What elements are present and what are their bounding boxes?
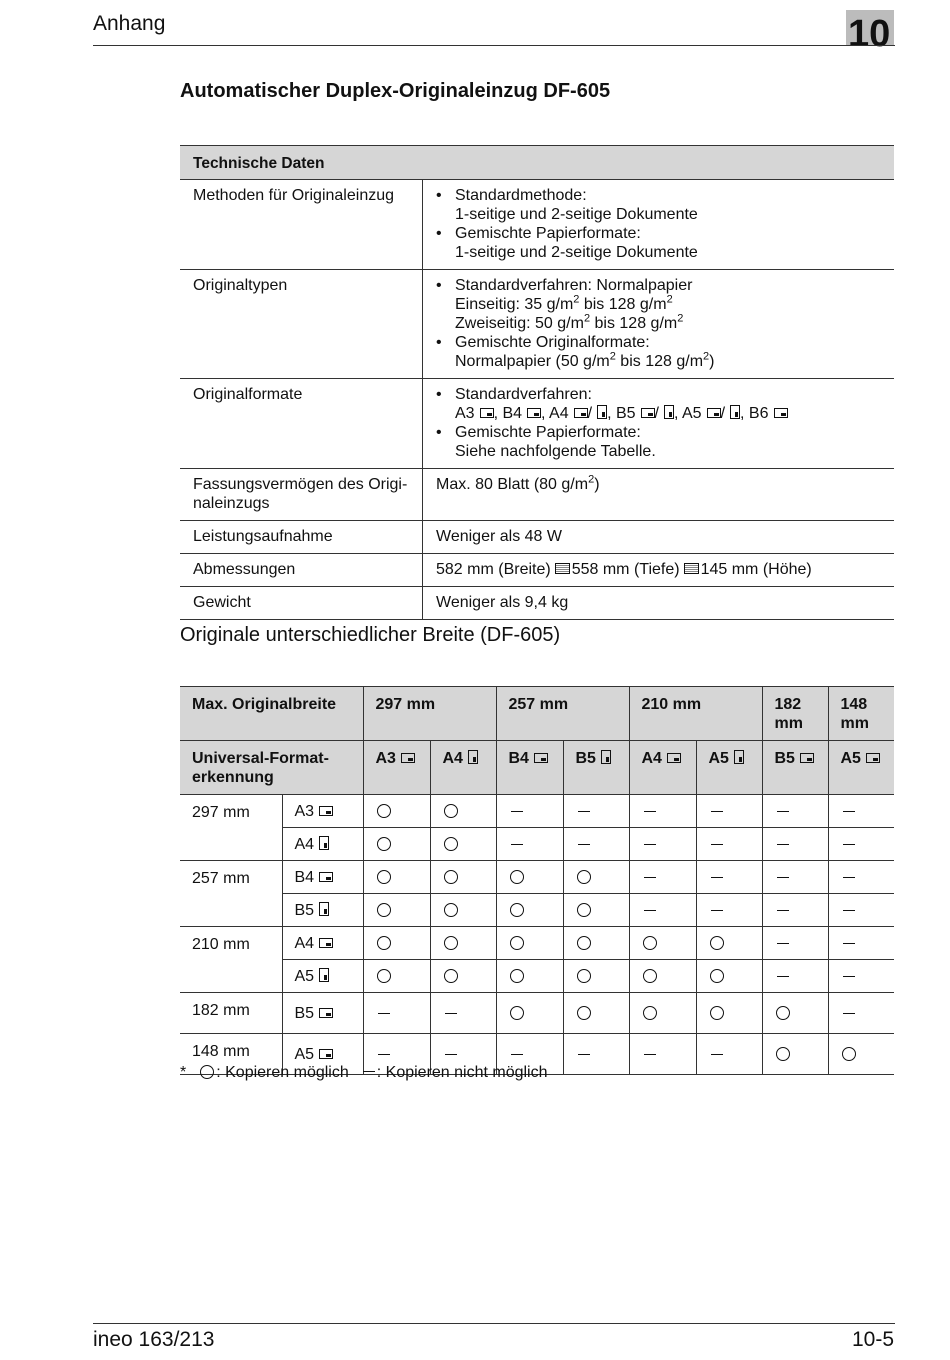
compat-cell — [828, 894, 894, 927]
bullet-text: Standardverfahren: — [455, 386, 592, 403]
landscape-orientation-icon — [319, 1008, 333, 1018]
circle-icon — [444, 870, 458, 884]
footer-page-number: 10-5 — [851, 1328, 894, 1351]
compat-cell — [629, 894, 696, 927]
compat-cell — [696, 960, 762, 993]
row-value: Weniger als 48 W — [423, 521, 895, 554]
row-format-label: A4 — [294, 934, 315, 952]
compat-cell — [828, 960, 894, 993]
landscape-orientation-icon — [866, 753, 880, 763]
compat-cell — [430, 894, 496, 927]
circle-icon — [377, 936, 391, 950]
compat-cell — [363, 795, 430, 828]
chapter-number: 10 — [848, 13, 891, 55]
format-header-label: A5 — [708, 750, 729, 767]
row-format-label: B5 — [294, 1004, 315, 1022]
row-label: Originalformate — [180, 379, 423, 469]
landscape-orientation-icon — [319, 1049, 333, 1059]
table-row — [180, 379, 894, 469]
dash-icon — [843, 844, 855, 845]
circle-icon — [444, 903, 458, 917]
dash-icon — [644, 1054, 656, 1055]
row-label-text: Fassungsvermögen des Origi- naleinzugs — [193, 476, 408, 512]
compat-cell — [496, 894, 563, 927]
bullet-item — [455, 186, 884, 224]
weight-text: bis 128 g/m — [579, 296, 667, 313]
portrait-orientation-icon — [730, 405, 740, 419]
compat-cell — [363, 894, 430, 927]
table-header-row — [180, 687, 894, 741]
row-value — [423, 180, 895, 270]
circle-icon — [200, 1065, 214, 1079]
format-text: , A4 — [541, 405, 569, 422]
circle-icon — [577, 969, 591, 983]
circle-icon — [377, 804, 391, 818]
value-text: ) — [594, 476, 600, 493]
compat-cell — [762, 960, 828, 993]
running-header: Anhang — [93, 12, 166, 35]
dash-icon — [777, 976, 789, 977]
compat-cell — [696, 828, 762, 861]
dash-icon — [445, 1054, 457, 1055]
compat-cell — [563, 960, 629, 993]
format-header-label: A3 — [375, 750, 396, 767]
landscape-orientation-icon — [401, 753, 415, 763]
circle-icon — [643, 1006, 657, 1020]
portrait-orientation-icon — [319, 836, 329, 850]
table-row — [180, 469, 894, 521]
compat-cell — [563, 993, 629, 1034]
weight-text: ) — [709, 353, 715, 370]
dash-icon — [578, 844, 590, 845]
compat-cell — [363, 993, 430, 1034]
value-text: Max. 80 Blatt (80 g/m — [436, 476, 589, 493]
compat-cell — [430, 960, 496, 993]
row-group-width: 148 mm — [180, 1034, 282, 1075]
format-header-label: B4 — [508, 750, 529, 767]
format-header — [496, 741, 563, 795]
row-format — [282, 795, 363, 828]
compat-cell — [496, 927, 563, 960]
row-format — [282, 993, 363, 1034]
header-rule — [93, 45, 895, 46]
cross-symbol-icon — [684, 563, 699, 574]
width-header: 148 mm — [828, 687, 894, 741]
compat-cell — [762, 795, 828, 828]
row-group-width: 257 mm — [180, 861, 282, 927]
table-row — [180, 180, 894, 270]
row-value — [423, 554, 895, 587]
row-value — [423, 270, 895, 379]
circle-icon — [444, 837, 458, 851]
asterisk: * — [180, 1064, 187, 1081]
dash-icon — [843, 877, 855, 878]
corner-header-bottom: Universal-Format-erkennung — [180, 741, 363, 795]
table-row — [180, 795, 894, 828]
superscript: 2 — [588, 473, 595, 486]
dash-icon — [777, 910, 789, 911]
landscape-orientation-icon — [641, 408, 655, 418]
compat-cell — [629, 927, 696, 960]
portrait-orientation-icon — [734, 750, 744, 764]
format-text: A3 — [455, 405, 475, 422]
compat-cell — [696, 1034, 762, 1075]
weight-text: Einseitig: 35 g/m — [455, 296, 574, 313]
format-header — [563, 741, 629, 795]
circle-icon — [510, 969, 524, 983]
compat-cell — [629, 861, 696, 894]
landscape-orientation-icon — [319, 806, 333, 816]
bullet-item — [455, 224, 884, 262]
circle-icon — [842, 1047, 856, 1061]
format-text: , B6 — [740, 405, 769, 422]
bullet-detail: 1-seitige und 2-seitige Dokumente — [455, 206, 698, 223]
format-header — [828, 741, 894, 795]
compat-cell — [828, 828, 894, 861]
compat-cell — [762, 828, 828, 861]
dash-icon — [644, 910, 656, 911]
row-label — [180, 469, 423, 521]
row-format-label: A3 — [294, 802, 315, 820]
compat-cell — [762, 993, 828, 1034]
format-header-label: A4 — [442, 750, 463, 767]
compat-cell — [696, 795, 762, 828]
row-format — [282, 861, 363, 894]
dash-icon — [578, 1054, 590, 1055]
row-value — [423, 469, 895, 521]
compat-cell — [430, 927, 496, 960]
width-header: 257 mm — [496, 687, 629, 741]
compat-cell — [496, 795, 563, 828]
row-label: Originaltypen — [180, 270, 423, 379]
circle-icon — [444, 804, 458, 818]
landscape-orientation-icon — [667, 753, 681, 763]
dash-icon — [843, 943, 855, 944]
format-header — [629, 741, 696, 795]
compat-cell — [563, 795, 629, 828]
compat-cell — [363, 960, 430, 993]
landscape-orientation-icon — [319, 938, 333, 948]
corner-header-top: Max. Originalbreite — [180, 687, 363, 741]
circle-icon — [710, 969, 724, 983]
portrait-orientation-icon — [664, 405, 674, 419]
value-text: 145 mm (Höhe) — [700, 561, 812, 578]
row-label: Abmessungen — [180, 554, 423, 587]
dash-icon — [578, 811, 590, 812]
bullet-detail: 1-seitige und 2-seitige Dokumente — [455, 244, 698, 261]
compat-cell — [828, 1034, 894, 1075]
row-format-label: A5 — [294, 1045, 315, 1063]
cross-symbol-icon — [555, 563, 570, 574]
slash-text: / — [587, 405, 593, 422]
table-header-row — [180, 741, 894, 795]
circle-icon — [577, 1006, 591, 1020]
dash-icon — [843, 976, 855, 977]
weight-text: Zweiseitig: 50 g/m — [455, 315, 584, 332]
compat-cell — [828, 861, 894, 894]
bullet-item — [455, 276, 884, 333]
compat-cell — [762, 894, 828, 927]
row-format-label: A5 — [294, 967, 315, 985]
format-header-label: A5 — [840, 750, 861, 767]
compat-cell — [629, 795, 696, 828]
table-row — [180, 960, 894, 993]
bullet-text: Standardverfahren: Normalpapier — [455, 277, 693, 294]
compat-cell — [496, 828, 563, 861]
circle-icon — [377, 969, 391, 983]
footer-rule — [93, 1323, 895, 1324]
format-header-label: A4 — [641, 750, 662, 767]
compat-cell — [696, 927, 762, 960]
dash-icon — [843, 811, 855, 812]
compat-cell — [496, 861, 563, 894]
compat-cell — [696, 861, 762, 894]
legend-possible: : Kopieren möglich — [216, 1064, 349, 1081]
format-header — [430, 741, 496, 795]
superscript: 2 — [703, 350, 710, 363]
circle-icon — [510, 936, 524, 950]
compat-cell — [363, 828, 430, 861]
portrait-orientation-icon — [319, 902, 329, 916]
dash-icon — [644, 811, 656, 812]
dash-icon — [777, 844, 789, 845]
compat-cell — [496, 993, 563, 1034]
format-header-label: B5 — [575, 750, 596, 767]
slash-text: / — [720, 405, 726, 422]
format-header — [762, 741, 828, 795]
row-group-width: 210 mm — [180, 927, 282, 993]
value-text: 582 mm (Breite) — [436, 561, 551, 578]
compat-cell — [629, 960, 696, 993]
superscript: 2 — [609, 350, 616, 363]
bullet-detail: Siehe nachfolgende Tabelle. — [455, 443, 656, 460]
superscript: 2 — [677, 312, 684, 325]
portrait-orientation-icon — [319, 968, 329, 982]
compat-cell — [696, 993, 762, 1034]
bullet-text: Gemischte Papierformate: — [455, 424, 641, 441]
landscape-orientation-icon — [480, 408, 494, 418]
circle-icon — [444, 936, 458, 950]
landscape-orientation-icon — [707, 408, 721, 418]
table-row — [180, 521, 894, 554]
circle-icon — [710, 936, 724, 950]
format-header — [363, 741, 430, 795]
weight-text: bis 128 g/m — [615, 353, 704, 370]
portrait-orientation-icon — [601, 750, 611, 764]
compat-cell — [496, 960, 563, 993]
circle-icon — [643, 969, 657, 983]
table-header-row — [180, 146, 894, 180]
format-text: , B5 — [607, 405, 636, 422]
compat-cell — [629, 1034, 696, 1075]
dash-icon — [711, 811, 723, 812]
dash-icon — [777, 877, 789, 878]
dash-icon — [511, 811, 523, 812]
circle-icon — [577, 903, 591, 917]
landscape-orientation-icon — [319, 872, 333, 882]
row-format-label: B5 — [294, 901, 315, 919]
row-format — [282, 927, 363, 960]
compat-cell — [563, 927, 629, 960]
compat-cell — [363, 861, 430, 894]
landscape-orientation-icon — [534, 753, 548, 763]
bullet-text: Standardmethode: — [455, 187, 587, 204]
dash-icon — [644, 877, 656, 878]
circle-icon — [577, 870, 591, 884]
superscript: 2 — [666, 293, 673, 306]
dash-icon — [843, 1013, 855, 1014]
compat-cell — [430, 861, 496, 894]
circle-icon — [377, 870, 391, 884]
circle-icon — [510, 903, 524, 917]
landscape-orientation-icon — [574, 408, 588, 418]
format-header-label: B5 — [774, 750, 795, 767]
compat-cell — [430, 795, 496, 828]
legend-note — [180, 1064, 548, 1082]
table-row — [180, 894, 894, 927]
compat-cell — [563, 1034, 629, 1075]
bullet-item — [455, 385, 884, 423]
width-header: 182 mm — [762, 687, 828, 741]
row-label: Leistungsaufnahme — [180, 521, 423, 554]
dash-icon — [711, 1054, 723, 1055]
circle-icon — [510, 1006, 524, 1020]
row-format — [282, 828, 363, 861]
compat-cell — [696, 894, 762, 927]
portrait-orientation-icon — [468, 750, 478, 764]
row-format — [282, 894, 363, 927]
dash-icon — [777, 811, 789, 812]
row-value: Weniger als 9,4 kg — [423, 587, 895, 620]
weight-text: bis 128 g/m — [590, 315, 678, 332]
table-row — [180, 587, 894, 620]
landscape-orientation-icon — [774, 408, 788, 418]
compat-cell — [762, 927, 828, 960]
dash-icon — [363, 1071, 375, 1072]
circle-icon — [510, 870, 524, 884]
landscape-orientation-icon — [800, 753, 814, 763]
bullet-text: Gemischte Originalformate: — [455, 334, 650, 351]
row-label: Gewicht — [180, 587, 423, 620]
footer-model: ineo 163/213 — [93, 1328, 215, 1351]
dash-icon — [378, 1054, 390, 1055]
compat-cell — [828, 993, 894, 1034]
row-group-width: 182 mm — [180, 993, 282, 1034]
format-text: , B4 — [493, 405, 523, 422]
dash-icon — [843, 910, 855, 911]
compat-cell — [629, 828, 696, 861]
row-format — [282, 960, 363, 993]
portrait-orientation-icon — [597, 405, 607, 419]
technical-data-table — [180, 145, 894, 620]
width-compatibility-table — [180, 686, 894, 1075]
bullet-text: Gemischte Papierformate: — [455, 225, 641, 242]
compat-cell — [762, 861, 828, 894]
circle-icon — [377, 903, 391, 917]
compat-cell — [563, 894, 629, 927]
slash-text: / — [654, 405, 659, 422]
circle-icon — [577, 936, 591, 950]
row-group-width: 297 mm — [180, 795, 282, 861]
width-header: 210 mm — [629, 687, 762, 741]
dash-icon — [445, 1013, 457, 1014]
circle-icon — [377, 837, 391, 851]
compat-cell — [430, 993, 496, 1034]
dash-icon — [711, 844, 723, 845]
format-text: , A5 — [674, 405, 702, 422]
dash-icon — [711, 910, 723, 911]
table-row — [180, 828, 894, 861]
width-header: 297 mm — [363, 687, 496, 741]
table-row — [180, 270, 894, 379]
row-format-label: B4 — [294, 868, 315, 886]
dash-icon — [777, 943, 789, 944]
compat-cell — [563, 828, 629, 861]
compat-cell — [563, 861, 629, 894]
compat-cell — [828, 795, 894, 828]
superscript: 2 — [583, 312, 591, 325]
weight-text: Normalpapier (50 g/m — [455, 353, 610, 370]
table-row — [180, 993, 894, 1034]
row-label: Methoden für Originaleinzug — [180, 180, 423, 270]
compat-cell — [762, 1034, 828, 1075]
row-value — [423, 379, 895, 469]
compat-cell — [828, 927, 894, 960]
circle-icon — [710, 1006, 724, 1020]
circle-icon — [776, 1047, 790, 1061]
compat-cell — [629, 993, 696, 1034]
table-row — [180, 554, 894, 587]
table-heading: Technische Daten — [180, 146, 894, 180]
dash-icon — [511, 844, 523, 845]
dash-icon — [711, 877, 723, 878]
table-row — [180, 861, 894, 894]
compat-cell — [430, 828, 496, 861]
circle-icon — [776, 1006, 790, 1020]
dash-icon — [378, 1013, 390, 1014]
row-format-label: A4 — [294, 835, 315, 853]
compat-cell — [363, 927, 430, 960]
section-title: Automatischer Duplex-Originaleinzug DF-605 — [180, 80, 611, 102]
superscript: 2 — [573, 293, 580, 306]
legend-not-possible: : Kopieren nicht möglich — [376, 1064, 548, 1081]
subsection-title: Originale unterschiedlicher Breite (DF-605) — [180, 624, 561, 646]
format-header — [696, 741, 762, 795]
table-row — [180, 927, 894, 960]
dash-icon — [511, 1054, 523, 1055]
dash-icon — [644, 844, 656, 845]
circle-icon — [444, 969, 458, 983]
bullet-item — [455, 423, 884, 461]
landscape-orientation-icon — [527, 408, 541, 418]
bullet-item — [455, 333, 884, 371]
circle-icon — [643, 936, 657, 950]
value-text: 558 mm (Tiefe) — [571, 561, 680, 578]
